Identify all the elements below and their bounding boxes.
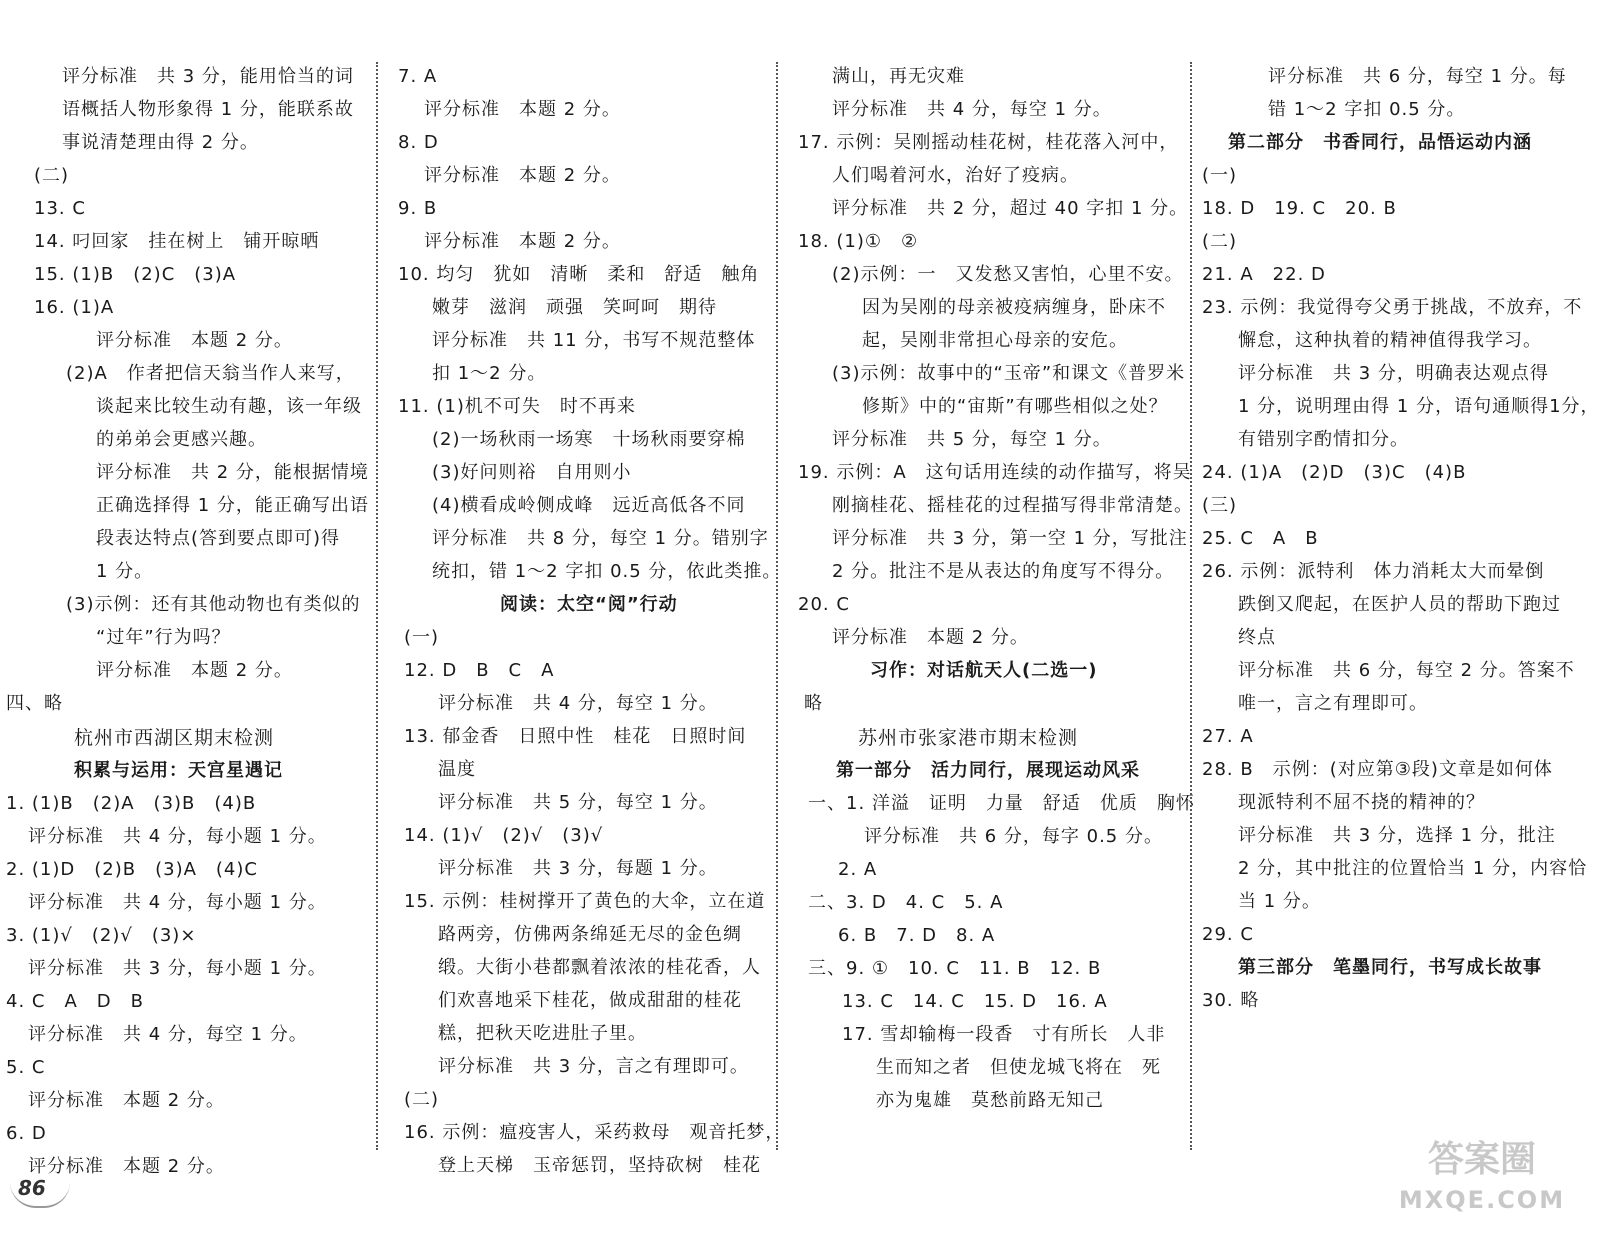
answer-line: 评分标准 共 4 分，每小题 1 分。: [28, 826, 327, 847]
answer-line: 阅读：太空“阅”行动: [500, 594, 678, 615]
answer-line: 二、3. D 4. C 5. A: [808, 892, 1004, 913]
answer-line: 1 分。: [96, 561, 154, 582]
answer-column-3: [779, 0, 1195, 1244]
answer-line: 评分标准 共 8 分，每空 1 分。错别字: [432, 528, 769, 549]
answer-line: 四、略: [6, 693, 63, 714]
answer-line: 6. D: [6, 1123, 47, 1144]
answer-line: 17. 示例：吴刚摇动桂花树，桂花落入河中，: [798, 132, 1179, 153]
answer-line: 谈起来比较生动有趣，该一年级: [96, 396, 362, 417]
answer-line: 21. A 22. D: [1202, 264, 1326, 285]
page-number: 86: [18, 1176, 46, 1200]
answer-line: 评分标准 共 5 分，每空 1 分。: [832, 429, 1112, 450]
answer-line: 13. 郁金香 日照中性 桂花 日照时间: [404, 726, 747, 747]
answer-line: 第三部分 笔墨同行，书写成长故事: [1238, 957, 1542, 978]
answer-line: 评分标准 共 3 分，能用恰当的词: [62, 66, 354, 87]
answer-line: 1. (1)B (2)A (3)B (4)B: [6, 793, 257, 814]
answer-line: 起，吴刚非常担心母亲的安危。: [862, 330, 1128, 351]
answer-line: 评分标准 本题 2 分。: [96, 660, 293, 681]
answer-line: 2. (1)D (2)B (3)A (4)C: [6, 859, 258, 880]
answer-line: 19. 示例：A 这句话用连续的动作描写，将吴: [798, 462, 1192, 483]
answer-line: 一、1. 洋溢 证明 力量 舒适 优质 胸怀: [808, 793, 1195, 814]
answer-line: 刚摘桂花、摇桂花的过程描写得非常清楚。: [832, 495, 1193, 516]
answer-line: 5. C: [6, 1057, 46, 1078]
answer-line: (二): [404, 1089, 440, 1110]
answer-line: 评分标准 共 3 分，第一空 1 分，写批注: [832, 528, 1188, 549]
answer-line: 评分标准 本题 2 分。: [96, 330, 293, 351]
answer-line: 唯一，言之有理即可。: [1238, 693, 1428, 714]
answer-line: 扣 1～2 分。: [432, 363, 547, 384]
answer-line: 人们喝着河水，治好了疫病。: [832, 165, 1079, 186]
answer-line: 12. D B C A: [404, 660, 555, 681]
answer-line: 1 分，说明理由得 1 分，语句通顺得1分，: [1238, 396, 1600, 417]
answer-line: 15. (1)B (2)C (3)A: [34, 264, 237, 285]
answer-line: 登上天梯 玉帝惩罚，坚持砍树 桂花: [438, 1155, 761, 1176]
answer-line: 统扣，错 1～2 字扣 0.5 分，依此类推。: [432, 561, 782, 582]
answer-column-4: [1193, 0, 1600, 1244]
answer-line: 错 1～2 字扣 0.5 分。: [1268, 99, 1466, 120]
column-divider: [376, 62, 378, 1150]
answer-line: 懈怠，这种执着的精神值得我学习。: [1238, 330, 1542, 351]
answer-line: (二): [1202, 231, 1238, 252]
answer-line: 修斯》中的“宙斯”有哪些相似之处？: [862, 396, 1168, 417]
answer-line: 6. B 7. D 8. A: [838, 925, 996, 946]
answer-line: 8. D: [398, 132, 439, 153]
answer-line: 因为吴刚的母亲被疫病缠身，卧床不: [862, 297, 1166, 318]
answer-line: 评分标准 共 11 分，书写不规范整体: [432, 330, 756, 351]
answer-line: (3)示例：还有其他动物也有类似的: [66, 594, 361, 615]
answer-line: 2 分。批注不是从表达的角度写不得分。: [832, 561, 1175, 582]
answer-line: 路两旁，仿佛两条绵延无尽的金色绸: [438, 924, 742, 945]
answer-line: 17. 雪却输梅一段香 寸有所长 人非: [842, 1024, 1166, 1045]
answer-line: 评分标准 共 4 分，每空 1 分。: [438, 693, 718, 714]
answer-line: 27. A: [1202, 726, 1254, 747]
answer-line: 略: [804, 693, 823, 714]
answer-line: 嫩芽 滋润 顽强 笑呵呵 期待: [432, 297, 717, 318]
answer-line: 28. B 示例：(对应第③段)文章是如何体: [1202, 759, 1553, 780]
answer-line: 11. (1)机不可失 时不再来: [398, 396, 636, 417]
answer-line: 苏州市张家港市期末检测: [858, 727, 1079, 749]
answer-line: 24. (1)A (2)D (3)C (4)B: [1202, 462, 1467, 483]
answer-line: 有错别字酌情扣分。: [1238, 429, 1409, 450]
answer-line: 第二部分 书香同行，品悟运动内涵: [1228, 132, 1532, 153]
answer-column-1: [0, 0, 378, 1244]
answer-line: 评分标准 本题 2 分。: [832, 627, 1029, 648]
answer-line: (一): [404, 627, 440, 648]
watermark-logo: [1392, 1140, 1572, 1220]
answer-line: (二): [34, 165, 70, 186]
answer-line: 评分标准 共 2 分，超过 40 字扣 1 分。: [832, 198, 1189, 219]
answer-line: 10. 均匀 犹如 清晰 柔和 舒适 触角: [398, 264, 760, 285]
answer-line: 26. 示例：派特利 体力消耗太大而晕倒: [1202, 561, 1545, 582]
answer-line: 18. D 19. C 20. B: [1202, 198, 1397, 219]
answer-line: 9. B: [398, 198, 438, 219]
answer-line: 评分标准 本题 2 分。: [28, 1090, 225, 1111]
answer-line: 评分标准 本题 2 分。: [28, 1156, 225, 1177]
answer-line: 25. C A B: [1202, 528, 1319, 549]
answer-line: 评分标准 本题 2 分。: [424, 99, 621, 120]
answer-column-2: [382, 0, 785, 1244]
answer-line: 评分标准 共 3 分，每小题 1 分。: [28, 958, 327, 979]
answer-line: 29. C: [1202, 924, 1254, 945]
answer-line: 第一部分 活力同行，展现运动风采: [836, 760, 1140, 781]
answer-line: 现派特利不屈不挠的精神的？: [1238, 792, 1485, 813]
answer-line: 评分标准 共 6 分，每空 2 分。答案不: [1238, 660, 1575, 681]
answer-line: 23. 示例：我觉得夸父勇于挑战，不放弃，不: [1202, 297, 1583, 318]
answer-line: 评分标准 共 2 分，能根据情境: [96, 462, 369, 483]
answer-line: 积累与运用：天宫星遇记: [74, 760, 283, 781]
answer-line: “过年”行为吗？: [96, 627, 231, 648]
answer-line: 15. 示例：桂树撑开了黄色的大伞，立在道: [404, 891, 766, 912]
answer-line: 4. C A D B: [6, 991, 144, 1012]
answer-line: 评分标准 共 4 分，每空 1 分。: [28, 1024, 308, 1045]
answer-line: 3. (1)√ (2)√ (3)×: [6, 925, 197, 946]
answer-line: 30. 略: [1202, 990, 1260, 1011]
answer-line: 评分标准 共 3 分，每题 1 分。: [438, 858, 718, 879]
answer-line: 评分标准 本题 2 分。: [424, 231, 621, 252]
answer-line: 评分标准 共 3 分，选择 1 分，批注: [1238, 825, 1556, 846]
answer-line: 评分标准 共 5 分，每空 1 分。: [438, 792, 718, 813]
answer-line: (2)一场秋雨一场寒 十场秋雨要穿棉: [432, 429, 746, 450]
answer-line: 2. A: [838, 859, 878, 880]
answer-line: 们欢喜地采下桂花，做成甜甜的桂花: [438, 990, 742, 1011]
answer-line: (2)示例：一 又发愁又害怕，心里不安。: [832, 264, 1184, 285]
column-divider: [1190, 62, 1192, 1150]
answer-line: 评分标准 本题 2 分。: [424, 165, 621, 186]
answer-line: 14. (1)√ (2)√ (3)√: [404, 825, 604, 846]
answer-line: (三): [1202, 495, 1238, 516]
answer-line: 评分标准 共 3 分，明确表达观点得: [1238, 363, 1549, 384]
answer-line: 缎。大街小巷都飘着浓浓的桂花香，人: [438, 957, 761, 978]
answer-line: (2)A 作者把信天翁当作人来写，: [66, 363, 355, 384]
answer-line: 评分标准 共 6 分，每字 0.5 分。: [864, 826, 1163, 847]
answer-line: 语概括人物形象得 1 分，能联系故: [62, 99, 354, 120]
answer-line: 7. A: [398, 66, 438, 87]
answer-line: 温度: [438, 759, 476, 780]
answer-line: 的弟弟会更感兴趣。: [96, 429, 267, 450]
watermark-main: 答案圈: [1427, 1139, 1536, 1180]
answer-line: 满山，再无灾难: [832, 66, 965, 87]
answer-line: 跌倒又爬起，在医护人员的帮助下跑过: [1238, 594, 1561, 615]
answer-line: 20. C: [798, 594, 850, 615]
answer-line: 当 1 分。: [1238, 891, 1321, 912]
answer-line: 13. C: [34, 198, 86, 219]
answer-line: 评分标准 共 4 分，每小题 1 分。: [28, 892, 327, 913]
answer-line: 14. 叼回家 挂在树上 铺开晾晒: [34, 231, 320, 252]
column-divider: [776, 62, 778, 1150]
answer-line: 2 分，其中批注的位置恰当 1 分，内容恰: [1238, 858, 1588, 879]
watermark-sub: MXQE.COM: [1398, 1186, 1566, 1214]
answer-line: 生而知之者 但使龙城飞将在 死: [876, 1057, 1161, 1078]
answer-line: (一): [1202, 165, 1238, 186]
answer-line: 亦为鬼雄 莫愁前路无知己: [876, 1090, 1104, 1111]
answer-line: 16. 示例：瘟疫害人，采药救母 观音托梦，: [404, 1122, 785, 1143]
answer-line: 16. (1)A: [34, 297, 115, 318]
answer-line: 终点: [1238, 627, 1276, 648]
answer-line: (3)示例：故事中的“玉帝”和课文《普罗米: [832, 363, 1186, 384]
answer-line: (4)横看成岭侧成峰 远近高低各不同: [432, 495, 746, 516]
answer-line: 评分标准 共 4 分，每空 1 分。: [832, 99, 1112, 120]
answer-line: 评分标准 共 6 分，每空 1 分。每: [1268, 66, 1567, 87]
answer-line: 习作：对话航天人(二选一): [870, 660, 1098, 681]
answer-line: (3)好问则裕 自用则小: [432, 462, 632, 483]
answer-line: 三、9. ① 10. C 11. B 12. B: [808, 958, 1102, 979]
answer-line: 正确选择得 1 分，能正确写出语: [96, 495, 369, 516]
answer-line: 事说清楚理由得 2 分。: [62, 132, 259, 153]
answer-line: 评分标准 共 3 分，言之有理即可。: [438, 1056, 749, 1077]
answer-line: 糕，把秋天吃进肚子里。: [438, 1023, 647, 1044]
answer-line: 13. C 14. C 15. D 16. A: [842, 991, 1108, 1012]
answer-line: 杭州市西湖区期末检测: [74, 727, 275, 749]
answer-line: 段表达特点(答到要点即可)得: [96, 528, 341, 549]
answer-line: 18. (1)① ②: [798, 231, 919, 252]
